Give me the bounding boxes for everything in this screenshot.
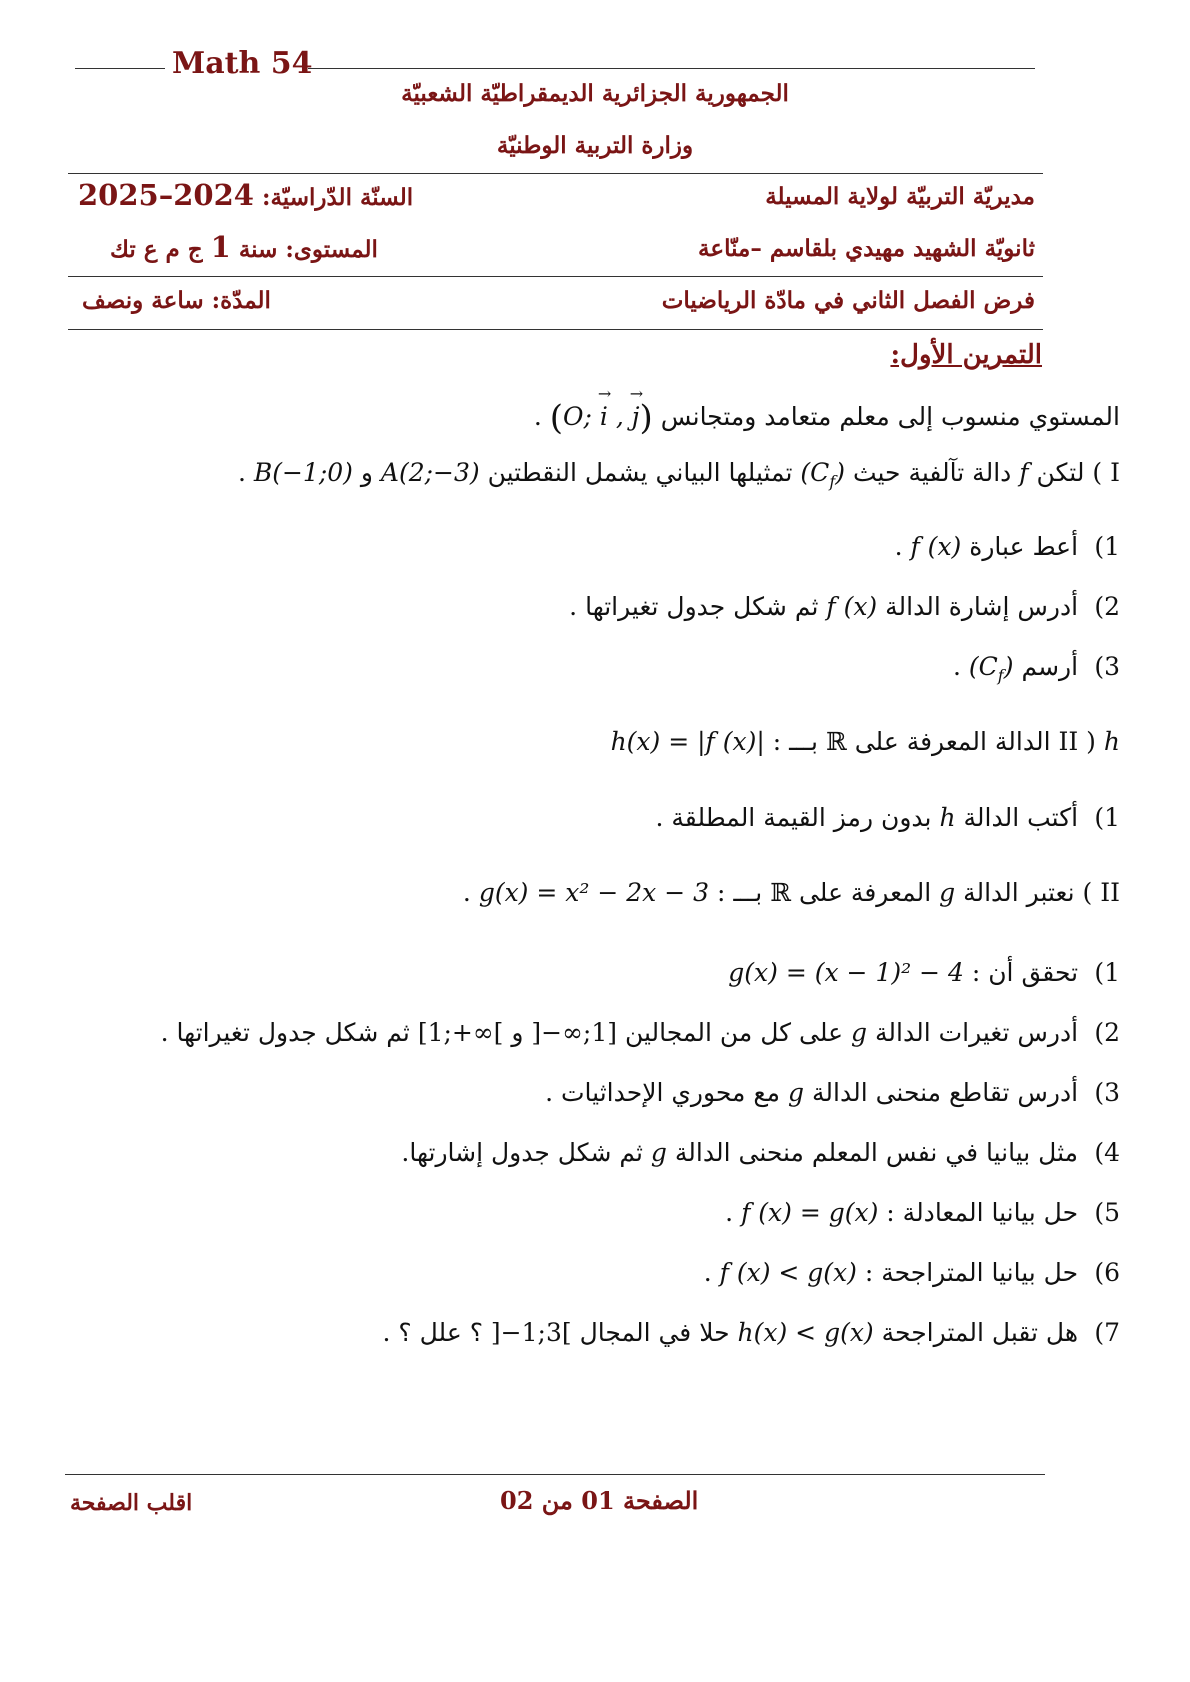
year-label: السنّة الدّراسيّة: (261, 184, 414, 211)
part3-marker: II ) (1082, 878, 1120, 907)
part3-item-3 (60, 1078, 1120, 1107)
item-number: 1) (1094, 803, 1120, 832)
top-rule-left (75, 68, 165, 69)
item-number: 3) (1094, 652, 1120, 681)
duration-value: ساعة ونصف (82, 287, 204, 314)
point-b: B(−1;0) (253, 458, 353, 487)
duration (82, 287, 271, 314)
turn-page-label: اقلب الصفحة (70, 1490, 193, 1516)
ministry-title: وزارة التربية الوطنيّة (496, 132, 694, 159)
item-end: . (953, 652, 961, 681)
item-and: و (511, 1018, 524, 1047)
item-text: أرسم (1021, 652, 1079, 681)
header-rule-1 (68, 173, 1043, 174)
part3-item-4 (60, 1138, 1120, 1167)
g-symbol: g (851, 1018, 868, 1047)
school-year (78, 178, 413, 212)
exercise-title: التمرين الأول: (890, 340, 1042, 370)
reals-symbol: ℝ (825, 727, 847, 756)
h-symbol: h (1103, 727, 1120, 756)
item-text-2: ثم شكل جدول إشارتها (409, 1138, 643, 1167)
part1-text-c: تمثيلها البياني يشمل النقطتين (487, 458, 793, 487)
item-end: . (382, 1318, 391, 1347)
item-math: f (x) (826, 592, 878, 621)
g-symbol: g (650, 1138, 667, 1167)
item-math: f (x) < g(x) (719, 1258, 857, 1287)
f-symbol: f (1019, 458, 1029, 487)
item-number: 5) (1094, 1198, 1120, 1227)
item-text: تحقق أن : (971, 958, 1079, 987)
part1-marker: I ) (1092, 458, 1120, 487)
brand-title: Math 54 (172, 46, 313, 81)
intro-end: . (533, 402, 542, 431)
item-text-2: مع محوري الإحداثيات (561, 1078, 781, 1107)
part3-item-5 (60, 1198, 1120, 1227)
republic-title: الجمهورية الجزائرية الديمقراطيّة الشعبيّة (401, 80, 789, 107)
interval-2: [1;+∞[ (417, 1018, 504, 1047)
header-rule-3 (68, 329, 1043, 330)
item-text-2: حلا في المجال (579, 1318, 730, 1347)
part3-end: . (462, 878, 471, 907)
part1-statement (60, 458, 1120, 491)
item-number: 2) (1094, 592, 1120, 621)
duration-label: المدّة: (211, 287, 271, 314)
page-number: الصفحة 01 من 02 (500, 1486, 699, 1515)
item-text-2: بدون رمز القيمة المطلقة (671, 803, 932, 832)
frame-notation: (O; → i , → j) (550, 398, 653, 438)
item-text: حل بيانيا المعادلة : (886, 1198, 1079, 1227)
level-rest: ج م ع تك (110, 236, 203, 263)
item-math: $(C_f)$ (968, 652, 1014, 685)
item-text: أكتب الدالة (963, 803, 1079, 832)
part3-item-1 (60, 958, 1120, 987)
part3-item-2 (60, 1018, 1120, 1047)
item-number: 1) (1094, 532, 1120, 561)
part1-end: . (237, 458, 246, 487)
part3-text-c: بـــ : (716, 878, 763, 907)
item-text-3: ثم شكل جدول تغيراتها (176, 1018, 410, 1047)
item-end: . (545, 1078, 554, 1107)
item-text: أدرس تغيرات الدالة (874, 1018, 1079, 1047)
exam-title: فرض الفصل الثاني في مادّة الرياضيات (661, 287, 1035, 314)
item-text: أدرس تقاطع منحنى الدالة (812, 1078, 1079, 1107)
item-math: h(x) < g(x) (737, 1318, 874, 1347)
item-end: . (894, 532, 903, 561)
header-rule-2 (68, 276, 1043, 277)
part3-math: g(x) = x² − 2x − 3 (478, 878, 709, 907)
part3-text-b: المعرفة على (798, 878, 932, 907)
part1-and: و (360, 458, 373, 487)
item-number: 7) (1094, 1318, 1120, 1347)
item-math: f (x) (910, 532, 962, 561)
item-end: . (725, 1198, 734, 1227)
level-number: 1 (210, 230, 231, 264)
part1-text-a: لتكن (1036, 458, 1085, 487)
reals-symbol: ℝ (770, 878, 791, 907)
part2-text-a: الدالة المعرفة على (854, 727, 1051, 756)
cf-symbol: $(C_f)$ (800, 458, 845, 491)
item-text-2: على كل من المجالين (624, 1018, 844, 1047)
level-word: سنة (238, 236, 278, 263)
part2-math: h(x) = |f (x)| (610, 727, 765, 756)
item-end: . (703, 1258, 712, 1287)
g-symbol: g (939, 878, 956, 907)
part3-item-7 (60, 1318, 1120, 1347)
part2-text-b: بـــ : (772, 727, 819, 756)
item-math: f (x) = g(x) (741, 1198, 879, 1227)
item-text: أدرس إشارة الدالة (885, 592, 1079, 621)
level (110, 230, 378, 264)
top-rule-right (308, 68, 1035, 69)
item-end: . (160, 1018, 169, 1047)
item-math: g(x) = (x − 1)² − 4 (728, 958, 964, 987)
intro-text: المستوي منسوب إلى معلم متعامد ومتجانس (660, 402, 1120, 431)
part2-item-1 (60, 803, 1120, 832)
item-end: . (401, 1138, 410, 1167)
item-text: حل بيانيا المتراجحة : (864, 1258, 1079, 1287)
part1-text-b: دالة تآلفية حيث (852, 458, 1012, 487)
part3-text-a: نعتبر الدالة (963, 878, 1075, 907)
item-end: . (569, 592, 578, 621)
part2-statement (60, 727, 1120, 756)
item-number: 3) (1094, 1078, 1120, 1107)
part3-item-6 (60, 1258, 1120, 1287)
item-text-2: ثم شكل جدول تغيراتها (585, 592, 819, 621)
interval: ]−1;3[ (490, 1318, 572, 1347)
level-label: المستوى: (285, 236, 378, 263)
part3-statement (60, 878, 1120, 907)
intro-line (60, 398, 1120, 438)
part1-item-1 (60, 532, 1120, 561)
year-value: 2025–2024 (78, 178, 254, 212)
h-symbol: h (939, 803, 956, 832)
interval-1: ]−∞;1] (531, 1018, 618, 1047)
item-text: مثل بيانيا في نفس المعلم منحنى الدالة (674, 1138, 1079, 1167)
point-a: A(2;−3) (380, 458, 480, 487)
item-number: 4) (1094, 1138, 1120, 1167)
g-symbol: g (788, 1078, 805, 1107)
item-text: هل تقبل المتراجحة (881, 1318, 1079, 1347)
footer-rule (65, 1474, 1045, 1475)
item-number: 6) (1094, 1258, 1120, 1287)
item-text: أعط عبارة (969, 532, 1079, 561)
school-name: ثانويّة الشهيد مهيدي بلقاسم –منّاعة (698, 235, 1035, 262)
part1-item-2 (60, 592, 1120, 621)
part1-item-3 (60, 652, 1120, 685)
item-number: 2) (1094, 1018, 1120, 1047)
directorate: مديريّة التربيّة لولاية المسيلة (765, 183, 1035, 210)
item-end: . (655, 803, 664, 832)
item-text-3: ؟ علل ؟ (398, 1318, 483, 1347)
item-number: 1) (1094, 958, 1120, 987)
part2-marker: II ) (1058, 727, 1096, 756)
